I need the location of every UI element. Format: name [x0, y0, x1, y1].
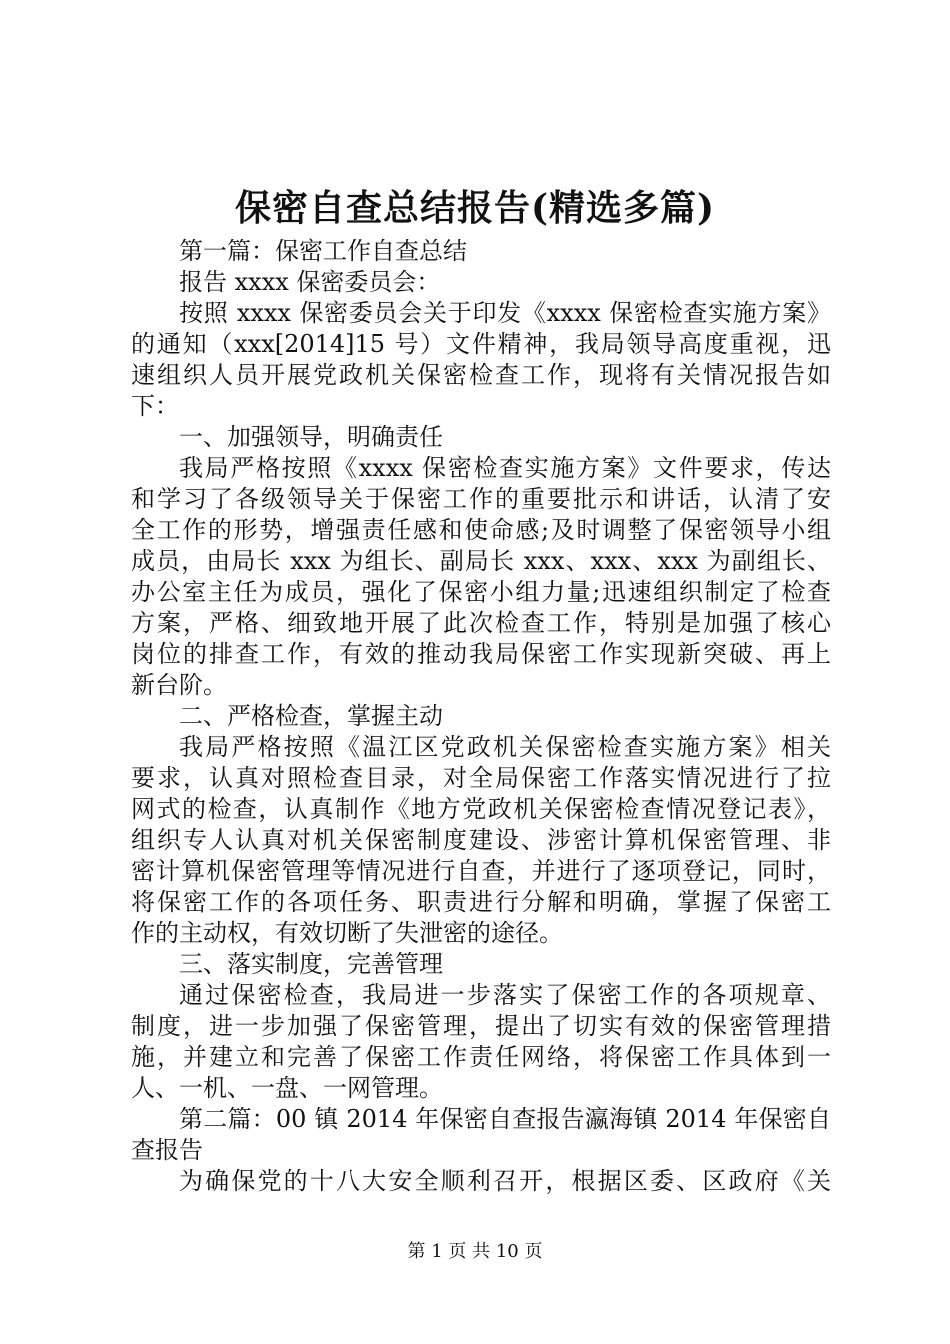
- paragraph-line: 要求，认真对照检查目录，对全局保密工作落实情况进行了拉: [131, 764, 831, 792]
- section-heading-1: 第一篇：保密工作自查总结: [179, 237, 467, 265]
- paragraph-line: 查报告: [131, 1136, 203, 1164]
- paragraph-line: 将保密工作的各项任务、职责进行分解和明确，掌握了保密工: [131, 888, 831, 916]
- document-body: [131, 236, 831, 1197]
- paragraph-line: 全工作的形势，增强责任感和使命感;及时调整了保密领导小组: [131, 516, 831, 544]
- subsection-heading: 二、严格检查，掌握主动: [179, 702, 443, 730]
- paragraph-line: 和学习了各级领导关于保密工作的重要批示和讲话，认清了安: [131, 485, 831, 513]
- paragraph-line: 人、一机、一盘、一网管理。: [131, 1074, 443, 1102]
- paragraph-line: 新台阶。: [131, 671, 227, 699]
- section-heading-2: 第二篇：00 镇 2014 年保密自查报告瀛海镇 2014 年保密自: [179, 1105, 831, 1133]
- paragraph-line: 速组织人员开展党政机关保密检查工作，现将有关情况报告如: [131, 361, 831, 389]
- paragraph-line: 办公室主任为成员，强化了保密小组力量;迅速组织制定了检查: [131, 578, 831, 606]
- paragraph-line: 制度，进一步加强了保密管理，提出了切实有效的保密管理措: [131, 1012, 831, 1040]
- paragraph-line: 作的主动权，有效切断了失泄密的途径。: [131, 919, 563, 947]
- paragraph-line: 的通知（xxx[2014]15 号）文件精神，我局领导高度重视，迅: [131, 330, 831, 358]
- paragraph-line: 岗位的排查工作，有效的推动我局保密工作实现新突破、再上: [131, 640, 831, 668]
- paragraph-line: 我局严格按照《xxxx 保密检查实施方案》文件要求，传达: [179, 454, 831, 482]
- subsection-heading: 三、落实制度，完善管理: [179, 950, 443, 978]
- paragraph-line: 网式的检查，认真制作《地方党政机关保密检查情况登记表》，: [131, 795, 831, 823]
- document-title: 保密自查总结报告(精选多篇): [234, 187, 716, 229]
- paragraph-line: 我局严格按照《温江区党政机关保密检查实施方案》相关: [179, 733, 831, 761]
- paragraph-line: 报告 xxxx 保密委员会：: [179, 268, 441, 296]
- paragraph-line: 为确保党的十八大安全顺利召开，根据区委、区政府《关: [179, 1167, 831, 1195]
- paragraph-line: 施，并建立和完善了保密工作责任网络，将保密工作具体到一: [131, 1043, 831, 1071]
- paragraph-line: 下：: [131, 392, 179, 420]
- paragraph-line: 通过保密检查，我局进一步落实了保密工作的各项规章、: [179, 981, 831, 1009]
- page-footer: 第 1 页 共 10 页: [407, 1241, 543, 1262]
- paragraph-line: 密计算机保密管理等情况进行自查，并进行了逐项登记，同时，: [131, 857, 831, 885]
- paragraph-line: 方案，严格、细致地开展了此次检查工作，特别是加强了核心: [131, 609, 831, 637]
- paragraph-line: 按照 xxxx 保密委员会关于印发《xxxx 保密检查实施方案》: [179, 299, 831, 327]
- paragraph-line: 成员，由局长 xxx 为组长、副局长 xxx、xxx、xxx 为副组长、: [131, 547, 831, 575]
- subsection-heading: 一、加强领导，明确责任: [179, 423, 443, 451]
- paragraph-line: 组织专人认真对机关保密制度建设、涉密计算机保密管理、非: [131, 826, 831, 854]
